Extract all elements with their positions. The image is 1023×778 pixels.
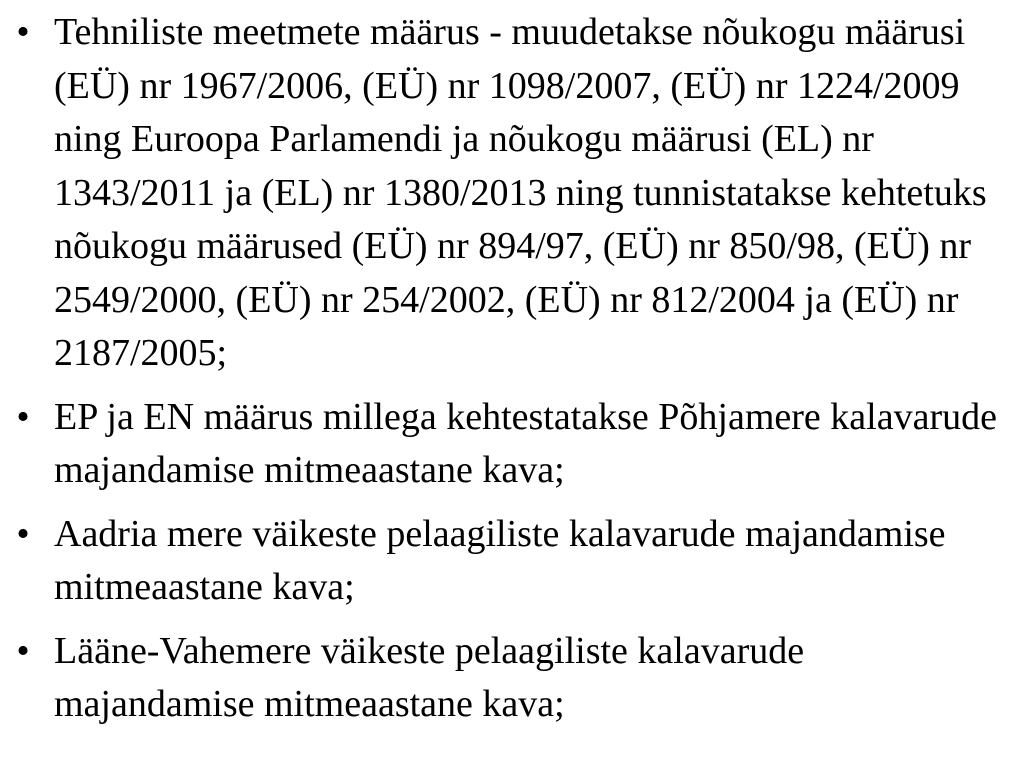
bullet-text: EP ja EN määrus millega kehtestatakse Põhjamere kalavarude majandamise mitmeaastane kava; xyxy=(54,395,997,491)
bullet-icon: • xyxy=(16,11,30,53)
bullet-item-adriatic-plan xyxy=(0,508,1023,615)
bullet-item-western-mediterranean-plan xyxy=(0,625,1023,732)
bullet-item-technical-measures xyxy=(0,6,1023,381)
bullet-icon: • xyxy=(16,512,30,555)
bullet-item-north-sea-plan xyxy=(0,391,1023,498)
bullet-icon: • xyxy=(16,395,30,438)
bullet-text: Lääne-Vahemere väikeste pelaagiliste kalavarude majandamise mitmeaastane kava; xyxy=(54,629,805,725)
bullet-list xyxy=(0,6,1023,742)
bullet-text: Tehniliste meetmete määrus - muudetakse nõukogu määrusi (EÜ) nr 1967/2006, (EÜ) nr 1098/2007, (EÜ) nr 1224/2009 ning Euroopa Parlamendi ja nõukogu määrusi (EL) nr 1343/2011 ja (EL) nr 1380/2013 ning tunnistatakse kehtetuks nõukogu määrused (EÜ) nr 894/97, (EÜ) nr 850/98, (EÜ) nr 2549/2000, (EÜ) nr 254/2002, (EÜ) nr 812/2004 ja (EÜ) nr 2187/2005; xyxy=(54,11,987,374)
bullet-text: Aadria mere väikeste pelaagiliste kalavarude majandamise mitmeaastane kava; xyxy=(54,512,946,608)
bullet-icon: • xyxy=(16,629,30,672)
